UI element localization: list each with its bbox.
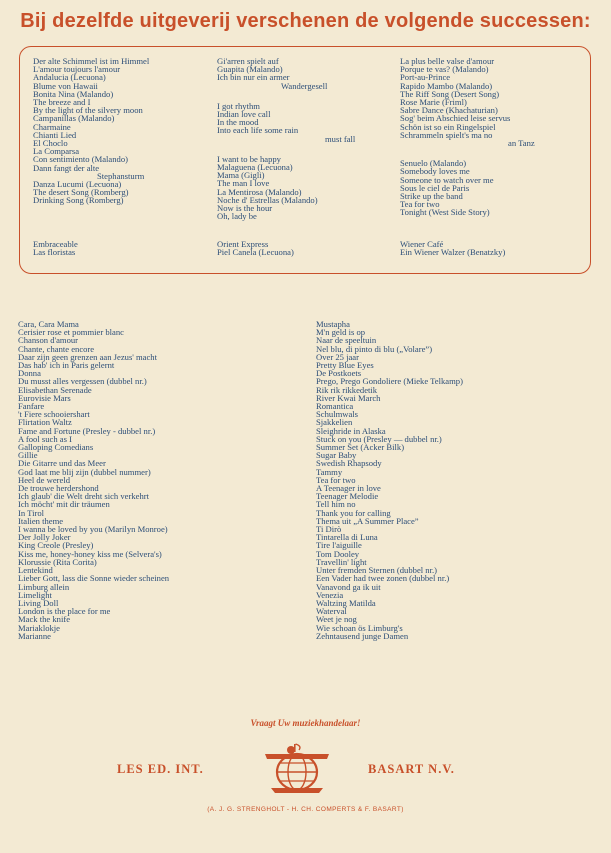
title-item: Die Gitarre und das Meer bbox=[18, 458, 106, 469]
title-item: Senuelo (Malando) bbox=[400, 158, 467, 169]
title-item: La plus belle valse d'amour bbox=[400, 56, 495, 66]
title-item: Vanavond ga ik uit bbox=[316, 581, 381, 592]
title-item: In Tirol bbox=[18, 507, 45, 518]
title-item: Somebody loves me bbox=[400, 166, 470, 177]
title-item: Rapido Mambo (Malando) bbox=[400, 80, 493, 91]
title-item: Tammy bbox=[316, 466, 343, 477]
title-item: Tire l'aiguille bbox=[316, 540, 362, 551]
boxed-column-2-tail bbox=[217, 240, 294, 256]
title-item: The man I love bbox=[217, 178, 270, 189]
credits-line: (A. J. G. STRENGHOLT - H. CH. COMPERTS & F. BASART) bbox=[207, 806, 404, 813]
title-item: La Mentirosa (Malando) bbox=[217, 186, 302, 197]
title-item: Tom Dooley bbox=[316, 548, 360, 559]
title-item: Sous le ciel de Paris bbox=[400, 182, 470, 193]
title-item: Flirtation Waltz bbox=[18, 417, 72, 428]
title-item: Tell him no bbox=[316, 499, 356, 510]
title-item: Mack the knife bbox=[18, 614, 71, 625]
title-item: Ein Wiener Walzer (Benatzky) bbox=[400, 247, 506, 258]
title-item: Limelight bbox=[18, 589, 52, 600]
title-item: Limburg allein bbox=[18, 581, 70, 592]
title-item: Sabre Dance (Khachaturian) bbox=[400, 105, 498, 116]
title-item: Der Jolly Joker bbox=[18, 532, 71, 543]
title-item: Heel de wereld bbox=[18, 474, 71, 485]
publisher-right: BASART N.V. bbox=[368, 762, 455, 776]
title-item: Bonita Nina (Malando) bbox=[33, 88, 114, 99]
title-item: Sleighride in Alaska bbox=[316, 425, 386, 436]
title-item: Someone to watch over me bbox=[400, 174, 494, 185]
title-item: Donna bbox=[18, 368, 41, 379]
title-item: Een Vader had twee zonen (dubbel nr.) bbox=[316, 573, 450, 584]
title-item: Gillie bbox=[18, 450, 38, 461]
title-item: Travellin' light bbox=[316, 556, 367, 567]
title-item: Living Doll bbox=[18, 597, 59, 608]
title-list-left bbox=[18, 320, 169, 640]
page-title: Bij dezelfde uitgeverij verschenen de volgende successen: bbox=[20, 10, 591, 32]
title-item: Du musst alles vergessen (dubbel nr.) bbox=[18, 376, 147, 387]
title-item: Thema uit „A Summer Place” bbox=[316, 515, 419, 526]
title-item: Cerisier rose et pommier blanc bbox=[18, 327, 124, 338]
title-item: Summer Set (Acker Bilk) bbox=[316, 442, 405, 453]
publisher-left: LES ED. INT. bbox=[117, 762, 204, 776]
title-item: Marianne bbox=[18, 630, 51, 641]
title-item: Con sentimiento (Malando) bbox=[33, 154, 128, 165]
title-item: Tea for two bbox=[400, 199, 440, 210]
title-item: Naar de speeltuin bbox=[316, 335, 377, 346]
title-item: Sugar Baby bbox=[316, 450, 357, 461]
title-item: Mariaklokje bbox=[18, 622, 60, 633]
title-item: Unter fremden Sternen (dubbel nr.) bbox=[316, 565, 437, 576]
title-item: Ich bin nur ein armer bbox=[217, 72, 290, 83]
title-item: Oh, lady be bbox=[217, 211, 257, 222]
title-item: By the light of the silvery moon bbox=[33, 105, 143, 116]
title-item: Waltzing Matilda bbox=[316, 597, 376, 608]
title-item: Teenager Melodie bbox=[316, 491, 379, 502]
title-item: M'n geld is op bbox=[316, 327, 366, 338]
title-item: Prego, Prego Gondoliere (Mieke Telkamp) bbox=[316, 376, 463, 387]
title-item: Das hab' ich in Paris gelernt bbox=[18, 360, 115, 371]
title-item: La Comparsa bbox=[33, 146, 80, 157]
title-item: Rik rik rikkedetik bbox=[316, 384, 378, 395]
title-item: Swedish Rhapsody bbox=[316, 458, 382, 469]
boxed-column-1 bbox=[33, 57, 149, 205]
title-item: must fall bbox=[325, 133, 356, 144]
title-item: El Choclo bbox=[33, 138, 68, 149]
title-item: Elisabethan Serenade bbox=[18, 384, 92, 395]
title-item: Indian love call bbox=[217, 109, 271, 120]
title-item: Mustapha bbox=[316, 319, 350, 329]
title-list-right bbox=[316, 320, 463, 640]
title-item: Daar zijn geen grenzen aan Jezus' macht bbox=[18, 351, 157, 362]
title-item: Drinking Song (Romberg) bbox=[33, 195, 124, 206]
title-item: Tea for two bbox=[316, 474, 356, 485]
title-item: God laat me blij zijn (dubbel nummer) bbox=[18, 466, 151, 477]
title-item: Romantica bbox=[316, 401, 354, 412]
title-item: Porque te vas? (Malando) bbox=[400, 64, 489, 75]
title-item: De Postkoets bbox=[316, 368, 362, 379]
title-item: Sog' beim Abschied leise servus bbox=[400, 113, 511, 124]
title-item: Into each life some rain bbox=[217, 125, 299, 136]
title-item: Nel blu, di pinto di blu („Volare”) bbox=[316, 343, 433, 354]
title-item: Thank you for calling bbox=[316, 507, 391, 518]
title-item: I wanna be loved by you (Marilyn Monroe) bbox=[18, 524, 168, 535]
title-item: Zehntausend junge Damen bbox=[316, 630, 409, 641]
title-item: Fanfare bbox=[18, 401, 45, 412]
boxed-column-3 bbox=[400, 57, 535, 217]
title-item: Pretty Blue Eyes bbox=[316, 360, 374, 371]
title-item: Der alte Schimmel ist im Himmel bbox=[33, 56, 150, 66]
title-item: River Kwai March bbox=[316, 392, 381, 403]
title-item: Las floristas bbox=[33, 247, 76, 258]
title-item: Chianti Lied bbox=[33, 129, 77, 140]
title-item: Chanson d'amour bbox=[18, 335, 79, 346]
title-item: Tonight (West Side Story) bbox=[400, 207, 490, 218]
title-item: Wiener Café bbox=[400, 239, 444, 249]
boxed-column-3-tail bbox=[400, 240, 505, 256]
title-item: Malaguena (Lecuona) bbox=[217, 162, 293, 173]
title-item: Tintarella di Luna bbox=[316, 532, 378, 543]
title-item: London is the place for me bbox=[18, 606, 111, 617]
globe-music-logo-icon bbox=[261, 742, 333, 800]
title-item: A Teenager in love bbox=[316, 483, 381, 494]
title-item: Cara, Cara Mama bbox=[18, 319, 79, 329]
title-item: De trouwe herdershond bbox=[18, 483, 99, 494]
title-item: In the mood bbox=[217, 117, 259, 128]
title-item: Strike up the band bbox=[400, 191, 463, 202]
title-item: Galloping Comedians bbox=[18, 442, 94, 453]
title-item: Wandergesell bbox=[281, 80, 328, 91]
title-item: Kiss me, honey-honey kiss me (Selvera's) bbox=[18, 548, 162, 559]
title-item: The breeze and I bbox=[33, 97, 91, 108]
title-item: A fool such as I bbox=[18, 433, 72, 444]
boxed-column-1-tail bbox=[33, 240, 78, 256]
title-item: Klorussie (Rita Corita) bbox=[18, 556, 97, 567]
title-item: Wie schoan ös Limburg's bbox=[316, 622, 403, 633]
title-item: an Tanz bbox=[508, 138, 535, 149]
title-item: Embraceable bbox=[33, 239, 78, 249]
title-item: Weet je nog bbox=[316, 614, 357, 625]
title-item: Now is the hour bbox=[217, 203, 273, 214]
title-item: Dann fangt der alte bbox=[33, 162, 100, 173]
title-item: Over 25 jaar bbox=[316, 351, 359, 362]
title-item: Campanillas (Malando) bbox=[33, 113, 115, 124]
title-item: Andalucia (Lecuona) bbox=[33, 72, 106, 83]
title-item: Schulmwals bbox=[316, 409, 359, 420]
title-item: Danza Lucumi (Lecuona) bbox=[33, 179, 122, 190]
title-item: L'amour toujours l'amour bbox=[33, 64, 121, 75]
title-item: King Creole (Presley) bbox=[18, 540, 94, 551]
title-item: Ich glaub' die Welt dreht sich verkehrt bbox=[18, 491, 149, 502]
title-item: Piel Canela (Lecuona) bbox=[217, 247, 294, 258]
title-item: Ich möcht' mit dir träumen bbox=[18, 499, 110, 510]
title-item: Eurovisie Mars bbox=[18, 392, 71, 403]
title-item: Gi'arren spielt auf bbox=[217, 56, 279, 66]
title-item: Stuck on you (Presley — dubbel nr.) bbox=[316, 433, 442, 444]
title-item: Schön ist so ein Ringelspiel bbox=[400, 121, 496, 132]
title-item: Schrammeln spielt's ma no bbox=[400, 129, 493, 140]
title-item: Orient Express bbox=[217, 239, 269, 249]
title-item: Port-au-Prince bbox=[400, 72, 451, 83]
title-item: The desert Song (Romberg) bbox=[33, 187, 129, 198]
title-item: Guapita (Malando) bbox=[217, 64, 283, 75]
title-item: Italien theme bbox=[18, 515, 64, 526]
dealer-slogan: Vraagt Uw muziekhandelaar! bbox=[250, 718, 361, 728]
title-item: I got rhythm bbox=[217, 100, 260, 111]
title-item: Stephansturm bbox=[97, 170, 145, 181]
title-item: I want to be happy bbox=[217, 153, 281, 164]
title-item: Ti Dirò bbox=[316, 524, 342, 535]
title-item: Blume von Hawaii bbox=[33, 80, 98, 91]
title-item: Noche d' Estrellas (Malando) bbox=[217, 194, 318, 205]
title-item: Chante, chante encore bbox=[18, 343, 95, 354]
title-item: Sjakkelien bbox=[316, 417, 353, 428]
title-item: Lentekind bbox=[18, 565, 53, 576]
title-item: Mama (Gigli) bbox=[217, 170, 265, 181]
title-item: Rose Marie (Friml) bbox=[400, 97, 467, 108]
title-item: The Riff Song (Desert Song) bbox=[400, 88, 500, 99]
title-item: Lieber Gott, lass die Sonne wieder scheinen bbox=[18, 573, 170, 584]
title-item: Fame and Fortune (Presley - dubbel nr.) bbox=[18, 425, 156, 436]
title-item: Charmaine bbox=[33, 121, 71, 132]
boxed-column-2 bbox=[217, 57, 355, 220]
title-item: Waterval bbox=[316, 606, 347, 617]
title-item: Venezia bbox=[316, 589, 344, 600]
title-item: 't Fiere schooiershart bbox=[18, 409, 90, 420]
